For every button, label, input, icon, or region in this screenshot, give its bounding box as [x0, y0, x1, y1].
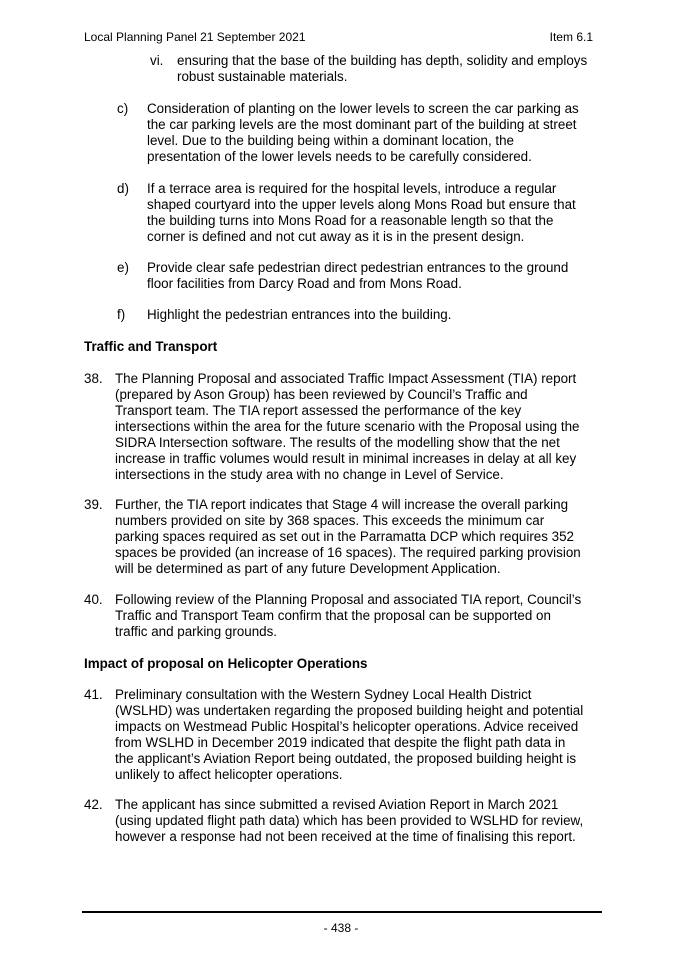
paragraph-number: 42.	[84, 797, 103, 812]
paragraph-number: 41.	[84, 687, 103, 702]
list-item-f	[117, 307, 607, 323]
list-item-c	[117, 101, 607, 165]
paragraph-40	[84, 592, 604, 640]
paragraph-text: Preliminary consultation with the Western Sydney Local Health District (WSLHD) was undertaken regarding the proposed building height and potential impacts on Westmead Public Hospital’s helicopter operations. Advice received from WSLHD in December 2019 indicated that despite the flight path data in the applicant’s Aviation Report being outdated, the proposed building height is unlikely to affect helicopter operations.	[115, 687, 584, 782]
section-heading-helicopter: Impact of proposal on Helicopter Operations	[84, 656, 368, 671]
item-text: Highlight the pedestrian entrances into the building.	[147, 307, 452, 322]
item-label: c)	[117, 101, 129, 116]
header-item-number: Item 6.1	[549, 30, 593, 44]
item-text: If a terrace area is required for the hospital levels, introduce a regular shaped courtyard into the upper levels along Mons Road but ensure that the building turns into Mons Road for a reasonable length so that the corner is defined and not cut away as it is in the present design.	[147, 181, 576, 244]
item-text: Consideration of planting on the lower levels to screen the car parking as the car parking levels are the most dominant part of the building at street level. Due to the building being within a dominant location, the presentation of the lower levels needs to be carefully considered.	[147, 101, 579, 164]
list-item-e	[117, 260, 607, 292]
paragraph-number: 38.	[84, 371, 103, 386]
item-label: d)	[117, 181, 129, 196]
item-text: Provide clear safe pedestrian direct pedestrian entrances to the ground floor facilities from Darcy Road and from Mons Road.	[147, 260, 569, 291]
footer-rule	[82, 911, 602, 913]
section-heading-traffic: Traffic and Transport	[84, 339, 218, 354]
header-left: Local Planning Panel 21 September 2021	[84, 30, 306, 44]
paragraph-text: The Planning Proposal and associated Traffic Impact Assessment (TIA) report (prepared by Ason Group) has been reviewed by Council’s Traffic and Transport team. The TIA report assessed the performance of the key intersections within the area for the future scenario with the Proposal using the SIDRA Intersection software. The results of the modelling show that the net increase in traffic volumes would result in minimal increases in delay at all key intersections in the study area with no change in Level of Service.	[115, 371, 580, 482]
page-number: - 438 -	[323, 921, 359, 935]
paragraph-number: 40.	[84, 592, 103, 607]
paragraph-text: The applicant has since submitted a revised Aviation Report in March 2021 (using updated flight path data) which has been provided to WSLHD for review, however a response had not been received at the time of finalising this report.	[115, 797, 584, 844]
list-item-d	[117, 181, 607, 245]
paragraph-number: 39.	[84, 497, 103, 512]
item-label: vi.	[150, 53, 164, 68]
list-item-vi	[150, 53, 610, 85]
paragraph-38	[84, 371, 604, 483]
paragraph-42	[84, 797, 604, 845]
paragraph-39	[84, 497, 604, 577]
paragraph-text: Following review of the Planning Proposal and associated TIA report, Council’s Traffic and Transport Team confirm that the proposal can be supported on traffic and parking grounds.	[115, 592, 582, 639]
paragraph-text: Further, the TIA report indicates that Stage 4 will increase the overall parking numbers provided on site by 368 spaces. This exceeds the minimum car parking spaces required as set out in the Parramatta DCP which requires 352 spaces be provided (an increase of 16 spaces). The required parking provision will be determined as part of any future Development Application.	[115, 497, 581, 576]
paragraph-41	[84, 687, 604, 783]
item-text: ensuring that the base of the building has depth, solidity and employs robust sustainable materials.	[177, 53, 588, 84]
item-label: e)	[117, 260, 129, 275]
item-label: f)	[117, 307, 126, 322]
